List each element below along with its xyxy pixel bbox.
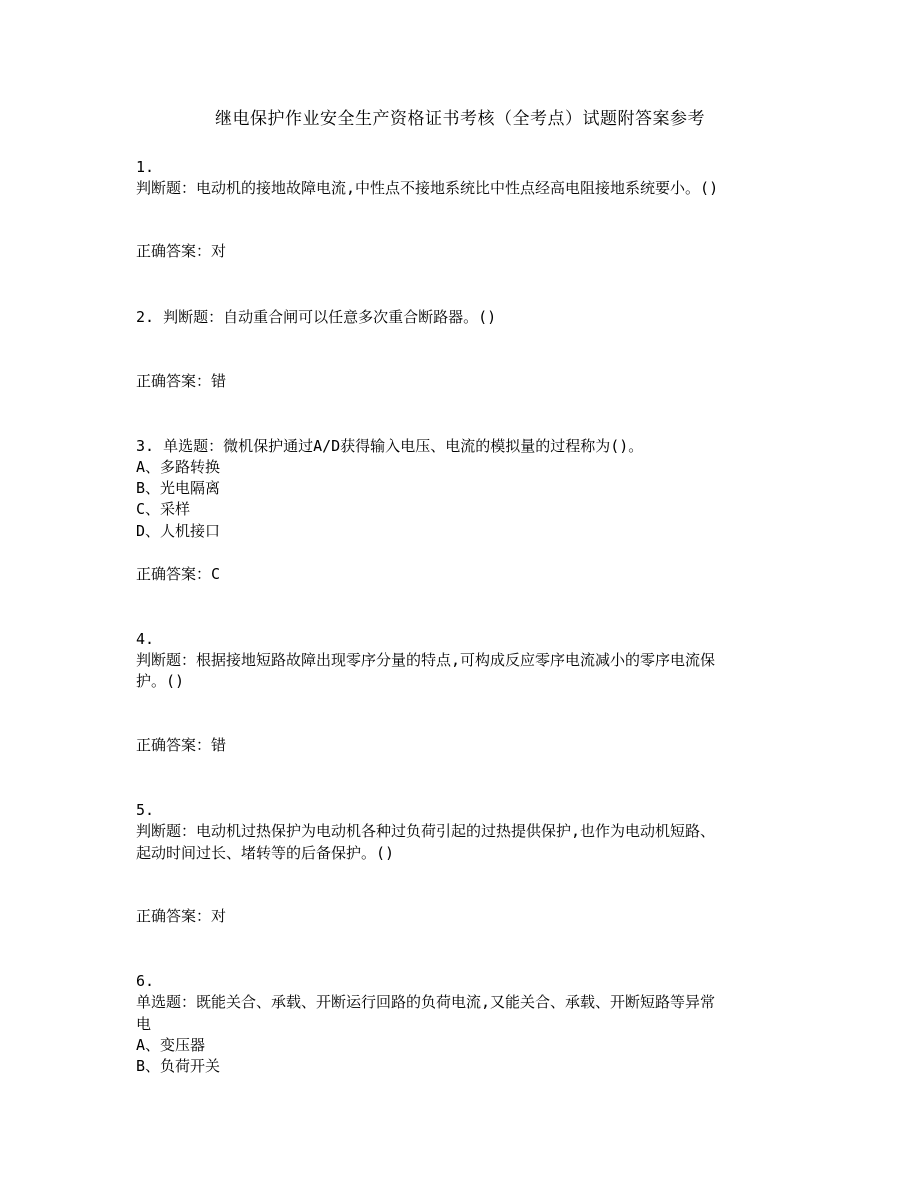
option-item: D、人机接口 <box>136 522 221 540</box>
correct-answer: 正确答案：对 <box>136 242 227 260</box>
question-text-line: 判断题：电动机过热保护为电动机各种过负荷引起的过热提供保护,也作为电动机短路、 <box>136 822 716 840</box>
correct-answer: 正确答案：对 <box>136 907 227 925</box>
question-text: 判断题：电动机的接地故障电流,中性点不接地系统比中性点经高电阻接地系统要小。() <box>136 179 719 197</box>
question-text-line: 电 <box>136 1015 152 1033</box>
question-text <box>136 306 786 328</box>
question-body: 判断题：自动重合闸可以任意多次重合断路器。() <box>163 308 497 326</box>
option-item: C、采样 <box>136 500 191 518</box>
question-text-line: 单选题：既能关合、承载、开断运行回路的负荷电流,又能关合、承载、开断短路等异常 <box>136 993 716 1011</box>
question-number: 5. <box>136 801 155 819</box>
page-title: 继电保护作业安全生产资格证书考核（全考点）试题附答案参考 <box>215 109 705 129</box>
question-number: 1. <box>136 158 155 176</box>
correct-answer: 正确答案：C <box>136 565 221 583</box>
question-text-line: 判断题：根据接地短路故障出现零序分量的特点,可构成反应零序电流减小的零序电流保 <box>136 651 716 669</box>
question-text-line: 护。() <box>136 672 185 690</box>
question-text-line: 起动时间过长、堵转等的后备保护。() <box>136 844 395 862</box>
question-body: 单选题：微机保护通过A/D获得输入电压、电流的模拟量的过程称为()。 <box>163 437 644 455</box>
option-item: B、负荷开关 <box>136 1057 221 1075</box>
question-number: 4. <box>136 630 155 648</box>
question-number: 2. <box>136 308 155 326</box>
option-item: B、光电隔离 <box>136 479 221 497</box>
question-number: 6. <box>136 972 155 990</box>
question-text <box>136 435 786 457</box>
option-item: A、多路转换 <box>136 458 221 476</box>
option-item: A、变压器 <box>136 1036 206 1054</box>
correct-answer: 正确答案：错 <box>136 372 227 390</box>
question-number: 3. <box>136 437 155 455</box>
correct-answer: 正确答案：错 <box>136 736 227 754</box>
